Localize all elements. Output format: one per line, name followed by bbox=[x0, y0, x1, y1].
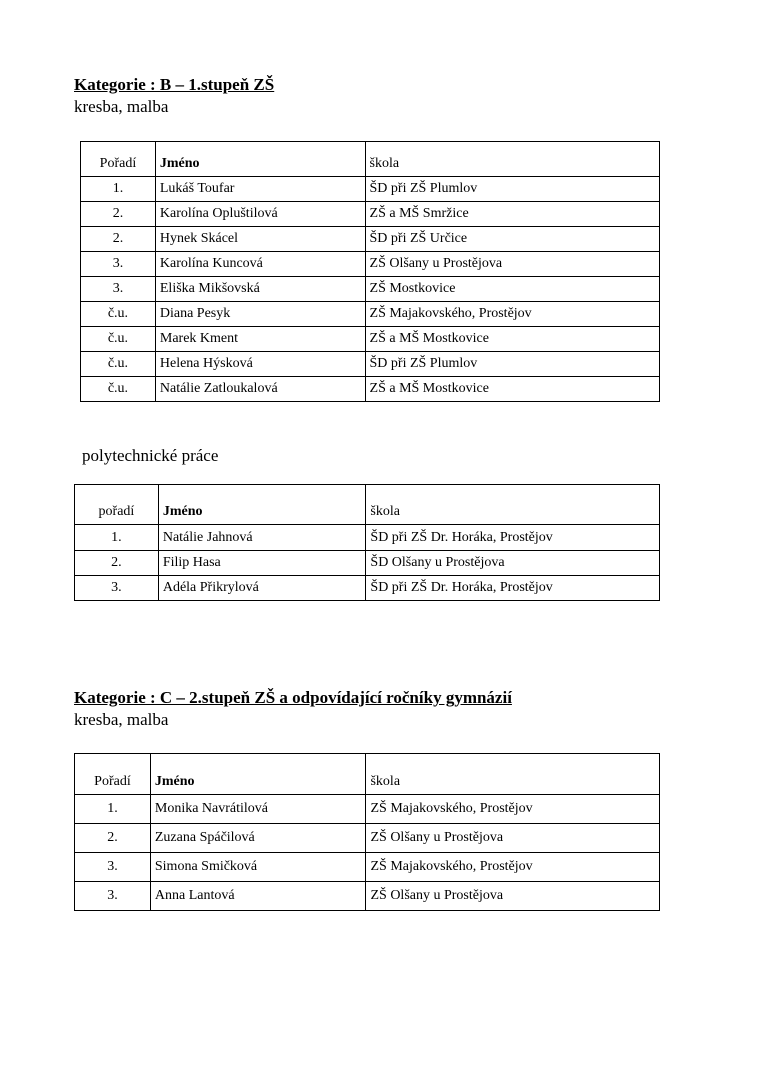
column-header-school: škola bbox=[366, 754, 660, 795]
table-row bbox=[75, 795, 660, 824]
school-cell: ZŠ Olšany u Prostějova bbox=[365, 252, 659, 277]
table-row bbox=[81, 227, 660, 252]
category-b-drawing-subheading: kresba, malba bbox=[74, 97, 169, 116]
rank-cell: 3. bbox=[75, 882, 151, 911]
name-cell: Karolína Kuncová bbox=[155, 252, 365, 277]
school-cell: ŠD při ZŠ Dr. Horáka, Prostějov bbox=[366, 525, 660, 551]
name-cell: Natálie Jahnová bbox=[158, 525, 366, 551]
school-cell: ZŠ a MŠ Mostkovice bbox=[365, 327, 659, 352]
table-row bbox=[81, 252, 660, 277]
school-cell: ŠD při ZŠ Určice bbox=[365, 227, 659, 252]
table-row bbox=[75, 551, 660, 576]
school-cell: ZŠ Olšany u Prostějova bbox=[366, 824, 660, 853]
school-cell: ŠD při ZŠ Dr. Horáka, Prostějov bbox=[366, 576, 660, 601]
name-cell: Marek Kment bbox=[155, 327, 365, 352]
column-header-school: škola bbox=[365, 142, 659, 177]
category-b-heading: Kategorie : B – 1.stupeň ZŠ bbox=[74, 75, 275, 94]
table-row bbox=[75, 824, 660, 853]
name-cell: Anna Lantová bbox=[150, 882, 366, 911]
name-cell: Karolína Opluštilová bbox=[155, 202, 365, 227]
rank-cell: 3. bbox=[81, 252, 156, 277]
rank-cell: č.u. bbox=[81, 352, 156, 377]
table-row bbox=[81, 302, 660, 327]
category-b-polytech-table bbox=[74, 484, 660, 601]
table-row bbox=[75, 882, 660, 911]
category-c-drawing-subheading: kresba, malba bbox=[74, 710, 169, 729]
name-cell: Hynek Skácel bbox=[155, 227, 365, 252]
rank-cell: 2. bbox=[81, 227, 156, 252]
name-cell: Natálie Zatloukalová bbox=[155, 377, 365, 402]
table-row bbox=[81, 327, 660, 352]
column-header-school: škola bbox=[366, 485, 660, 525]
table-header-row bbox=[75, 754, 660, 795]
table-row bbox=[75, 576, 660, 601]
table-header-row bbox=[75, 485, 660, 525]
name-cell: Lukáš Toufar bbox=[155, 177, 365, 202]
name-cell: Simona Smičková bbox=[150, 853, 366, 882]
name-cell: Monika Navrátilová bbox=[150, 795, 366, 824]
rank-cell: 2. bbox=[81, 202, 156, 227]
school-cell: ZŠ Mostkovice bbox=[365, 277, 659, 302]
school-cell: ZŠ a MŠ Mostkovice bbox=[365, 377, 659, 402]
rank-cell: 1. bbox=[75, 525, 159, 551]
table-row bbox=[81, 352, 660, 377]
name-cell: Filip Hasa bbox=[158, 551, 366, 576]
category-c-heading: Kategorie : C – 2.stupeň ZŠ a odpovídající ročníky gymnázií bbox=[74, 688, 512, 707]
school-cell: ZŠ Majakovského, Prostějov bbox=[366, 795, 660, 824]
table-row bbox=[75, 525, 660, 551]
name-cell: Eliška Mikšovská bbox=[155, 277, 365, 302]
rank-cell: 1. bbox=[81, 177, 156, 202]
table-header-row bbox=[81, 142, 660, 177]
table-row bbox=[75, 853, 660, 882]
school-cell: ZŠ a MŠ Smržice bbox=[365, 202, 659, 227]
rank-cell: 3. bbox=[81, 277, 156, 302]
column-header-name: Jméno bbox=[158, 485, 366, 525]
category-c-drawing-table bbox=[74, 753, 660, 911]
name-cell: Diana Pesyk bbox=[155, 302, 365, 327]
table-row bbox=[81, 202, 660, 227]
school-cell: ZŠ Majakovského, Prostějov bbox=[365, 302, 659, 327]
column-header-rank: pořadí bbox=[75, 485, 159, 525]
rank-cell: 1. bbox=[75, 795, 151, 824]
table-row bbox=[81, 177, 660, 202]
name-cell: Zuzana Spáčilová bbox=[150, 824, 366, 853]
rank-cell: 3. bbox=[75, 576, 159, 601]
column-header-name: Jméno bbox=[155, 142, 365, 177]
table-row bbox=[81, 377, 660, 402]
name-cell: Helena Hýsková bbox=[155, 352, 365, 377]
school-cell: ŠD při ZŠ Plumlov bbox=[365, 352, 659, 377]
column-header-rank: Pořadí bbox=[81, 142, 156, 177]
rank-cell: č.u. bbox=[81, 377, 156, 402]
school-cell: ŠD Olšany u Prostějova bbox=[366, 551, 660, 576]
category-b-drawing-table bbox=[80, 141, 660, 402]
rank-cell: 2. bbox=[75, 551, 159, 576]
school-cell: ŠD při ZŠ Plumlov bbox=[365, 177, 659, 202]
rank-cell: 2. bbox=[75, 824, 151, 853]
rank-cell: č.u. bbox=[81, 327, 156, 352]
category-b-polytech-subheading: polytechnické práce bbox=[82, 446, 219, 465]
school-cell: ZŠ Majakovského, Prostějov bbox=[366, 853, 660, 882]
rank-cell: č.u. bbox=[81, 302, 156, 327]
rank-cell: 3. bbox=[75, 853, 151, 882]
table-row bbox=[81, 277, 660, 302]
column-header-name: Jméno bbox=[150, 754, 366, 795]
school-cell: ZŠ Olšany u Prostějova bbox=[366, 882, 660, 911]
column-header-rank: Pořadí bbox=[75, 754, 151, 795]
name-cell: Adéla Přikrylová bbox=[158, 576, 366, 601]
